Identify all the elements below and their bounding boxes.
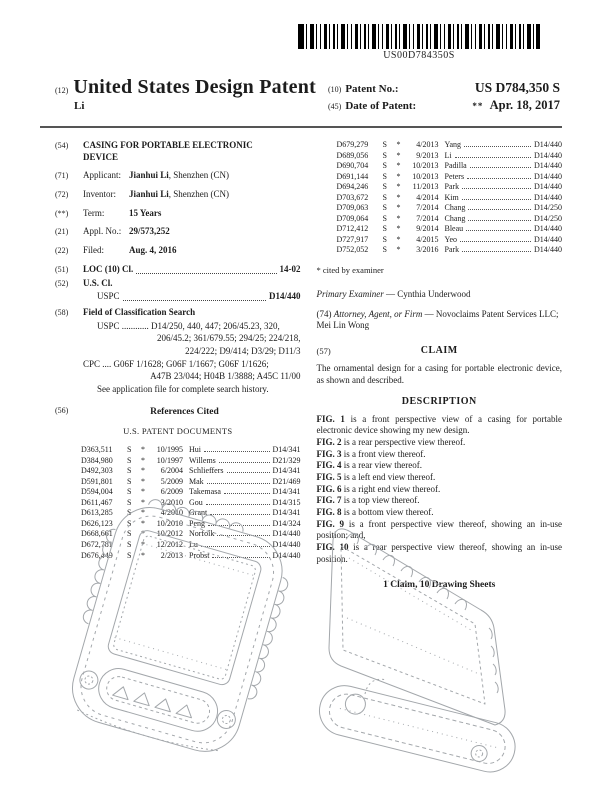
description-section: [317, 395, 563, 408]
dot-leader: [219, 462, 270, 463]
dot-leader: [462, 251, 531, 252]
field-52-uscl: (52) U.S. Cl.: [55, 277, 113, 288]
applicant-name: Jianhui Li: [129, 170, 169, 181]
header-right: [328, 76, 560, 115]
field-56-references: (56) References Cited: [55, 406, 301, 418]
dot-leader: [123, 291, 266, 301]
dot-leader: [460, 241, 531, 242]
dot-leader: [455, 157, 531, 158]
field-72-inventor: (72) Inventor: Jianhui Li, Shenzhen (CN): [55, 189, 230, 200]
examiner-name: Cynthia Underwood: [397, 289, 471, 300]
us-patent-documents-heading: U.S. PATENT DOCUMENTS: [123, 426, 233, 437]
figure-description: FIG. 6 is a right end view thereof.: [316, 483, 441, 494]
attorney-line: (74) Attorney, Agent, or Firm — Novoclaims Patent Services LLC; Mei Lin Wong: [316, 308, 559, 331]
dot-leader: [467, 178, 531, 179]
reference-row: D752,052 S * 3/2016 Park D14/440: [336, 245, 562, 255]
reference-row: D492,303 S * 6/2004 Schlieffers D14/341: [81, 466, 301, 476]
application-number: 29/573,252: [129, 226, 170, 237]
reference-row: D384,980 S * 10/1997 Willems D21/329: [81, 455, 301, 465]
description-heading: DESCRIPTION: [401, 395, 477, 407]
figure-description: FIG. 8 is a bottom view thereof.: [316, 507, 434, 517]
dot-leader: [462, 188, 531, 189]
inventor-name: Jianhui Li: [129, 189, 169, 200]
figure-description: FIG. 4 is a rear view thereof.: [316, 460, 422, 471]
invention-title: CASING FOR PORTABLE ELECTRONIC DEVICE: [83, 140, 253, 162]
reference-row: D613,285 S * 4/2010 Grant D14/341: [81, 508, 301, 518]
figure-description: FIG. 10 is a rear perspective view thereof, showing an in-use position.: [316, 542, 562, 564]
barcode: [298, 24, 540, 61]
uspc-search-line: 224/222; D9/414; D3/29; D11/3: [185, 345, 301, 356]
drawing-sheet: [48, 498, 553, 796]
search-history-note: See application file for complete search history.: [97, 384, 269, 394]
date-of-patent-value: ** Apr. 18, 2017: [472, 98, 560, 112]
barcode-image: [298, 24, 540, 49]
reference-row: D709,064 S * 7/2014 Chang D14/250: [336, 213, 562, 223]
reference-row: D672,781 S * 12/2012 Lu D14/440: [81, 540, 301, 549]
primary-examiner-line: Primary Examiner — Cynthia Underwood: [316, 289, 471, 300]
dot-leader: [227, 472, 270, 473]
field-71-applicant: (71) Applicant: Jianhui Li, Shenzhen (CN): [55, 170, 230, 181]
field-58-search: (58) Field of Classification Search: [55, 306, 196, 317]
filing-date: Aug. 4, 2016: [129, 245, 177, 256]
figure-description: FIG. 9 is a front perspective view thereof, showing an in-use position; and,: [316, 518, 562, 541]
reference-row: D689,056 S * 9/2013 Li D14/440: [336, 150, 562, 160]
dot-leader: [468, 209, 531, 210]
dot-leader: [464, 146, 531, 147]
dot-leader: [468, 220, 531, 221]
field-51-loc: (51) LOC (10) Cl. 14-02: [55, 263, 301, 274]
field-58-body: [83, 321, 301, 396]
field-21-appl-no: (21) Appl. No.: 29/573,252: [55, 226, 301, 238]
reference-row: D709,063 S * 7/2014 Chang D14/250: [336, 203, 562, 213]
reference-row: D611,467 S * 3/2010 Gou D14/315: [81, 497, 301, 507]
reference-row: D626,123 S * 10/2010 Peng D14/324: [81, 518, 301, 528]
barcode-number: US00D784350S: [383, 50, 455, 61]
dot-leader: [224, 493, 270, 494]
dot-leader: [204, 451, 270, 452]
dot-leader: [136, 264, 276, 274]
patent-no-value: US D784,350 S: [474, 80, 560, 95]
rear-perspective-drawing: [303, 498, 553, 796]
reference-row: D703,672 S * 4/2014 Kim D14/440: [336, 192, 562, 202]
inventor-surname: Li: [74, 100, 85, 112]
reference-row: D594,004 S * 6/2009 Takemasa D14/341: [81, 487, 301, 497]
figure-description: FIG. 7 is a top view thereof.: [316, 495, 420, 506]
field-54-title: (54) CASING FOR PORTABLE ELECTRONIC DEVICE: [55, 140, 301, 163]
dot-leader: [470, 167, 531, 168]
cited-by-examiner-note: * cited by examiner: [316, 265, 384, 276]
uspc-search-line: USPC ............ D14/250, 440, 447; 206/45.23, 320,: [97, 320, 280, 331]
reference-row: D591,801 S * 5/2009 Mak D21/469: [81, 476, 301, 486]
patent-header: [55, 76, 560, 115]
figure-description: FIG. 1 is a front perspective view of a casing for portable electronic device showing my new design.: [316, 413, 562, 436]
term-value: 15 Years: [129, 207, 162, 218]
cpc-search-line: CPC .... G06F 1/1628; G06F 1/1667; G06F 1/1626;: [83, 358, 269, 369]
reference-row: D676,449 S * 2/2013 Probst D14/440: [81, 550, 301, 560]
header-divider: [40, 126, 562, 128]
reference-row: D694,246 S * 11/2013 Park D14/440: [336, 182, 562, 192]
reference-row: D668,661 S * 10/2012 Norfolk D14/440: [81, 529, 301, 539]
field-term: (**) Term: 15 Years: [55, 208, 301, 220]
dot-leader: [466, 230, 531, 231]
double-asterisk: **: [472, 101, 484, 111]
figure-description: FIG. 2 is a rear perspective view thereof.: [316, 436, 466, 447]
references-cited-heading: References Cited: [150, 406, 219, 417]
cpc-search-line: A47B 23/044; H04B 1/3888; A45C 11/00: [150, 371, 301, 382]
loc-class: 14-02: [279, 263, 301, 274]
date-of-patent-label: Date of Patent:: [345, 100, 417, 112]
reference-list-right: [317, 140, 563, 256]
claim-section: (57) CLAIM: [317, 344, 563, 357]
dot-leader: [462, 199, 531, 200]
front-perspective-drawing: [48, 498, 303, 796]
inid-45: (45): [328, 102, 342, 111]
inid-12: (12): [55, 86, 69, 95]
dot-leader: [207, 483, 270, 484]
uspc-search-line: 206/45.2; 361/679.55; 294/25; 224/218,: [156, 333, 301, 344]
uspc-class: D14/440: [269, 291, 301, 302]
field-52-uspc: USPC D14/440: [97, 291, 301, 302]
reference-row: D691,144 S * 10/2013 Peters D14/440: [336, 171, 562, 181]
reference-row: D712,412 S * 9/2014 Bleau D14/440: [336, 224, 562, 234]
claim-heading: CLAIM: [420, 345, 458, 357]
claims-sheets-note: 1 Claim, 10 Drawing Sheets: [383, 580, 496, 591]
document-title: United States Design Patent: [73, 76, 316, 98]
inid-10: (10): [328, 85, 342, 94]
attorney-name: Novoclaims Patent Services LLC; Mei Lin Wong: [316, 308, 559, 331]
claim-text: The ornamental design for a casing for portable electronic device, as shown and described.: [316, 363, 562, 385]
reference-row: D679,279 S * 4/2013 Yang D14/440: [336, 140, 562, 149]
field-22-filed: (22) Filed: Aug. 4, 2016: [55, 245, 301, 257]
reference-row: D727,917 S * 4/2015 Yeo D14/440: [336, 234, 562, 244]
figure-description: FIG. 5 is a left end view thereof.: [316, 471, 436, 482]
reference-row: D690,704 S * 10/2013 Padilla D14/440: [336, 161, 562, 171]
patent-no-label: Patent No.:: [345, 83, 399, 95]
figure-description: FIG. 3 is a front view thereof.: [316, 448, 426, 459]
header-left: [55, 76, 316, 115]
reference-row: D363,511 S * 10/1995 Hui D14/341: [81, 445, 301, 455]
